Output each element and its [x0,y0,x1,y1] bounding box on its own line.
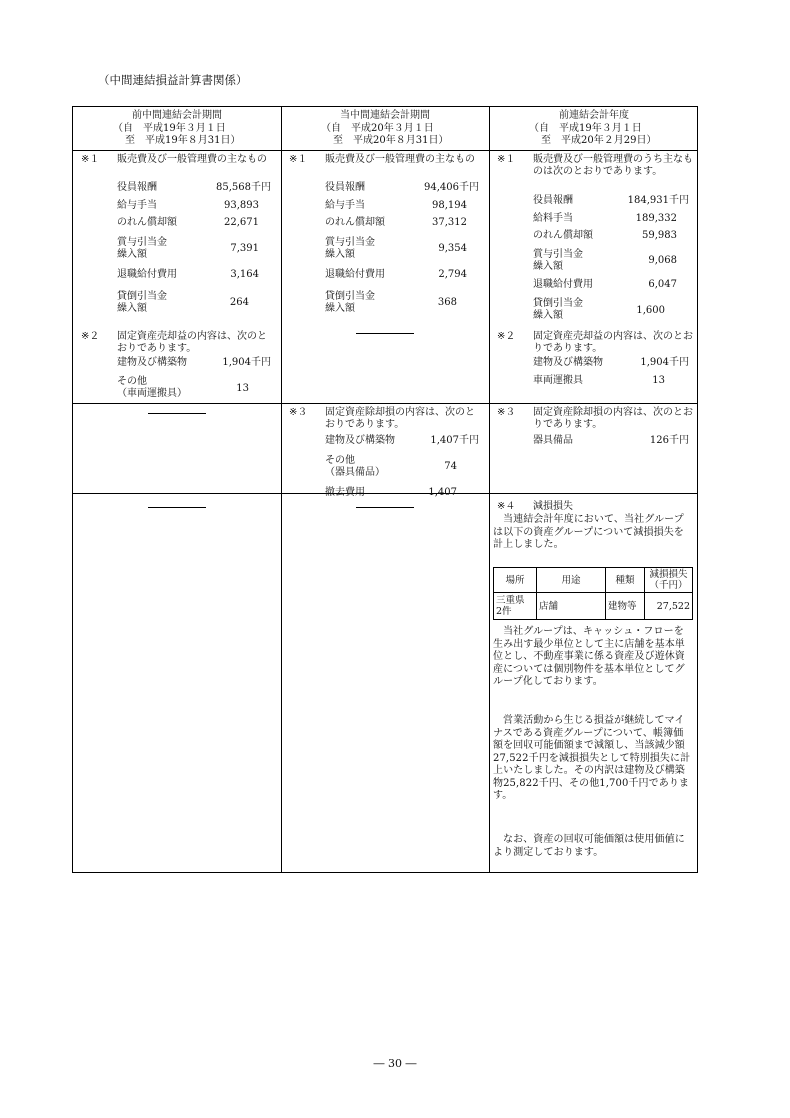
item-value: 59,983 [642,230,677,241]
item-label: のれん償却額 [325,217,385,228]
item-value: 7,391 [230,243,259,254]
item-value: 98,194 [432,200,467,211]
item-value: 264 [229,297,249,308]
item-label: 給料手当 [533,213,573,224]
item-value: 126千円 [649,435,689,446]
item-label: 建物及び構築物 [117,357,187,368]
item-value: 1,600 [636,305,665,316]
item-label: 役員報酬 [117,182,157,193]
period-from: （自 平成19年３月１日 [529,122,642,134]
table-cell: 店舗 [537,593,606,620]
item-label: 建物及び構築物 [325,435,395,446]
item-value: 37,312 [432,217,467,228]
item-label: 退職給付費用 [533,279,593,290]
period-name: 前中間連結会計期間 [132,110,222,121]
item-value: 6,047 [648,279,677,290]
table-row [494,593,693,620]
item-label: 退職給付費用 [117,269,177,280]
header-prev-year [489,110,699,148]
item-value: 2,794 [438,269,467,280]
item-value: 368 [437,297,457,308]
item-label: 貸倒引当金 繰入額 [325,291,375,314]
item-value: 13 [236,383,249,394]
item-value: 184,931千円 [627,195,689,206]
section-title: （中間連結損益計算書関係） [98,73,248,87]
period-name: 前連結会計年度 [559,110,629,121]
note-text: 販売費及び一般管理費の主なもの [117,154,267,165]
note-text: 固定資産売却益の内容は、次のとおりであります。 [117,331,267,354]
item-value: 189,332 [635,213,677,224]
item-value: 13 [652,375,665,386]
item-label: 撤去費用 [325,487,365,498]
item-label: 退職給付費用 [325,269,385,280]
item-label: その他 （器具備品） [325,455,385,478]
item-label: 給与手当 [117,200,157,211]
note-mark: ※３ [497,407,516,418]
impairment-intro: 当連結会計年度において、当社グループは以下の資産グループについて減損損失を計上しました。 [493,514,684,550]
item-value: 1,904千円 [640,357,689,368]
note-mark: ※４ [497,501,516,512]
table-cell: 建物等 [606,593,645,620]
item-label: 賞与引当金 繰入額 [117,237,167,260]
page-number: ― 30 ― [373,1057,417,1070]
note-text: 販売費及び一般管理費のうち主なものは次のとおりであります。 [533,154,693,177]
impairment-paragraph: なお、資産の回収可能価額は使用価値により測定しております。 [493,834,685,858]
header-cell: 減損損失 （千円） [645,568,693,593]
note-mark: ※３ [289,407,308,418]
note-text: 固定資産除却損の内容は、次のとおりであります。 [533,407,693,430]
no-content-dash [148,507,206,508]
item-value: 1,407 [428,487,457,498]
item-label: 器具備品 [533,435,573,446]
impairment-table [493,567,693,620]
period-from: （自 平成20年３月１日 [321,122,434,134]
item-label: 役員報酬 [533,195,573,206]
header-prev-interim [73,110,281,148]
item-label: 貸倒引当金 繰入額 [117,291,167,314]
item-label: 賞与引当金 繰入額 [325,237,375,260]
item-value: 9,354 [438,243,467,254]
item-label: 貸倒引当金 繰入額 [533,298,583,321]
column-divider [281,107,282,872]
item-label: 役員報酬 [325,182,365,193]
period-from: （自 平成19年３月１日 [113,122,226,134]
period-to: 至 平成20年８月31日） [333,135,449,146]
table-cell: 27,522 [645,593,693,620]
note-mark: ※１ [497,154,516,165]
no-content-dash [356,333,414,334]
period-to: 至 平成19年８月31日） [125,135,241,146]
table-cell: 三重県 2件 [494,593,537,620]
item-value: 85,568千円 [216,182,271,193]
note-text: 固定資産売却益の内容は、次のとおりであります。 [533,331,693,354]
item-label: のれん償却額 [117,217,177,228]
item-label: 建物及び構築物 [533,357,603,368]
row-divider [73,493,697,494]
note-title: 減損損失 [533,501,573,512]
no-content-dash [356,507,414,508]
row-divider [73,403,697,404]
no-content-dash [148,413,206,414]
impairment-paragraph: 当社グループは、キャッシュ・フローを生み出す最少単位として主に店舗を基本単位とし、不動産事業に係る資産及び遊休資産については個別物件を基本単位としてグループ化しております。 [493,626,685,687]
item-value: 1,904千円 [222,357,271,368]
note-text: 販売費及び一般管理費の主なもの [325,154,475,165]
impairment-paragraph: 営業活動から生じる損益が継続してマイナスである資産グループについて、帳簿価額を回収可能価額まで減額し、当該減少額27,522千円を減損損失として特別損失に計上いたしました。その内訳は建物及び構築物25,822千円、その他1,700千円であります。 [493,715,691,801]
item-label: 給与手当 [325,200,365,211]
item-value: 3,164 [230,269,259,280]
table-header-row [494,568,693,593]
note-mark: ※１ [81,154,100,165]
item-value: 74 [444,461,457,472]
item-label: 車両運搬具 [533,375,583,386]
item-value: 1,407千円 [430,435,479,446]
header-cell: 種類 [606,568,645,593]
header-current-interim [281,110,489,148]
item-value: 93,893 [224,200,259,211]
note-text: 固定資産除却損の内容は、次のとおりであります。 [325,407,475,430]
item-value: 94,406千円 [424,182,479,193]
item-value: 9,068 [648,255,677,266]
item-label: その他 （車両運搬具） [117,376,187,399]
item-value: 22,671 [224,217,259,228]
item-label: 賞与引当金 繰入額 [533,249,583,272]
header-cell: 場所 [494,568,537,593]
note-mark: ※２ [81,331,100,342]
note-mark: ※１ [289,154,308,165]
period-to: 至 平成20年２月29日） [541,135,657,146]
item-label: のれん償却額 [533,230,593,241]
period-name: 当中間連結会計期間 [340,110,430,121]
note-mark: ※２ [497,331,516,342]
header-cell: 用途 [537,568,606,593]
header-divider [73,150,697,151]
income-statement-notes-table [72,106,698,873]
column-divider [489,107,490,872]
